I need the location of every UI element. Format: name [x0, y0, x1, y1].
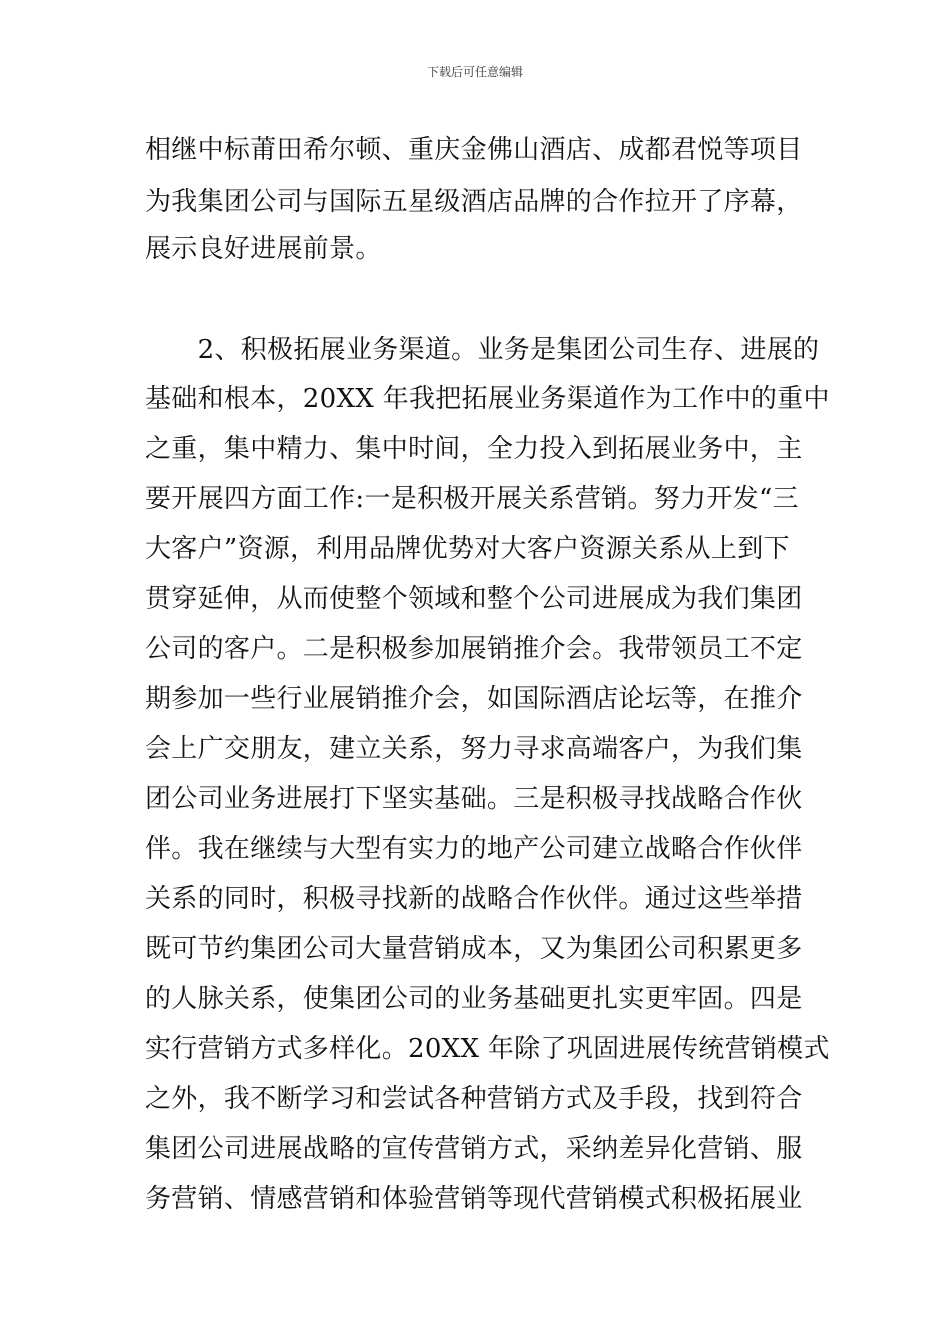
text-line: 为我集团公司与国际五星级酒店品牌的合作拉开了序幕，: [145, 187, 803, 217]
text-line: 伴。我在继续与大型有实力的地产公司建立战略合作伙伴: [145, 834, 803, 864]
text-line: 展示良好进展前景。: [145, 234, 382, 264]
text-line: 实行营销方式多样化。20XX 年除了巩固进展传统营销模式: [145, 1034, 830, 1064]
page-header: 下载后可任意编辑: [426, 65, 523, 79]
text-line: 要开展四方面工作:一是积极开展关系营销。努力开发“三: [145, 484, 799, 514]
text-line: 之重，集中精力、集中时间，全力投入到拓展业务中，主: [145, 434, 803, 464]
text-line: 贯穿延伸，从而使整个领域和整个公司进展成为我们集团: [145, 584, 803, 614]
text-line: 的人脉关系，使集团公司的业务基础更扎实更牢固。四是: [145, 984, 803, 1014]
text-line: 团公司业务进展打下坚实基础。三是积极寻找战略合作伙: [145, 784, 803, 814]
text-line: 既可节约集团公司大量营销成本，又为集团公司积累更多: [145, 934, 803, 964]
text-line: 集团公司进展战略的宣传营销方式，采纳差异化营销、服: [145, 1134, 803, 1164]
text-line: 相继中标莆田希尔顿、重庆金佛山酒店、成都君悦等项目: [145, 135, 803, 165]
text-line: 会上广交朋友，建立关系，努力寻求高端客户，为我们集: [145, 734, 803, 764]
text-line: 务营销、情感营销和体验营销等现代营销模式积极拓展业: [145, 1184, 803, 1214]
text-line: 关系的同时，积极寻找新的战略合作伙伴。通过这些举措: [145, 884, 803, 914]
text-line: 2、积极拓展业务渠道。业务是集团公司生存、进展的: [145, 335, 820, 365]
text-line: 大客户”资源，利用品牌优势对大客户资源关系从上到下: [145, 534, 790, 564]
text-line: 基础和根本，20XX 年我把拓展业务渠道作为工作中的重中: [145, 384, 830, 414]
text-line: 期参加一些行业展销推介会，如国际酒店论坛等，在推介: [145, 684, 803, 714]
text-line: 公司的客户。二是积极参加展销推介会。我带领员工不定: [145, 634, 803, 664]
text-line: 之外，我不断学习和尝试各种营销方式及手段，找到符合: [145, 1084, 803, 1114]
